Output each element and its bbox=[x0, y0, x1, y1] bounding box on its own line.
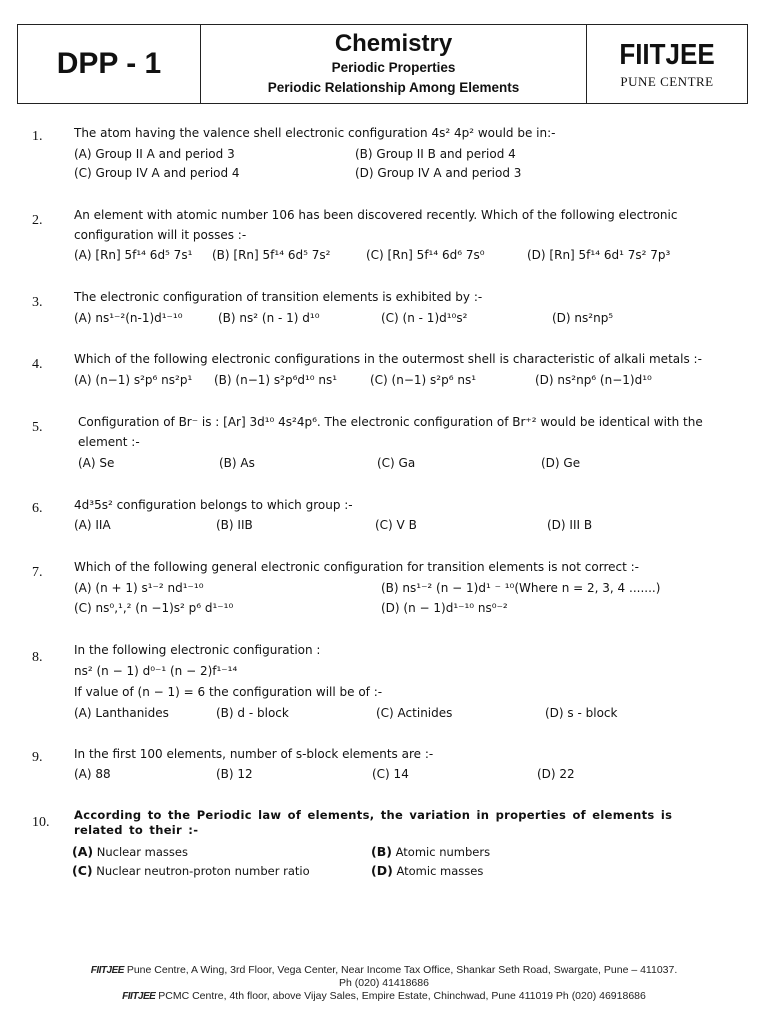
option-label: (A) bbox=[72, 844, 94, 859]
brand-block bbox=[587, 25, 747, 103]
question-configuration: ns² (n − 1) d⁰⁻¹ (n − 2)f¹⁻¹⁴ bbox=[74, 664, 238, 678]
question-stem: The atom having the valence shell electronic configuration 4s² 4p² would be in:- bbox=[74, 126, 556, 140]
question-stem: The electronic configuration of transition elements is exhibited by :- bbox=[74, 290, 483, 304]
question-number: 7. bbox=[32, 565, 43, 580]
option-b: (B) (n−1) s²p⁶d¹⁰ ns¹ bbox=[214, 373, 338, 387]
question-number: 1. bbox=[32, 129, 43, 144]
option-c: (C) Ga bbox=[377, 456, 416, 470]
footer-logo: FIITJEE bbox=[122, 991, 156, 1002]
question-stem: According to the Periodic law of elements, the variation in properties of elements is related to their :- bbox=[74, 808, 673, 837]
question-number: 4. bbox=[32, 357, 43, 372]
option-a: (A) ns¹⁻²(n-1)d¹⁻¹⁰ bbox=[74, 311, 183, 325]
question-number: 10. bbox=[32, 815, 50, 830]
option-c: (C) V B bbox=[375, 518, 417, 532]
option-a: (A) [Rn] 5f¹⁴ 6d⁵ 7s¹ bbox=[74, 248, 193, 262]
option-d: (D) ns²np⁶ (n−1)d¹⁰ bbox=[535, 373, 652, 387]
dpp-title: DPP - 1 bbox=[18, 25, 201, 103]
topic-line-2: Periodic Relationship Among Elements bbox=[267, 80, 520, 95]
option-b: (B) ns² (n - 1) d¹⁰ bbox=[218, 311, 320, 325]
option-b: (B) ns¹⁻² (n − 1)d¹ ⁻ ¹⁰(Where n = 2, 3, 4 .......) bbox=[381, 581, 661, 595]
document-header bbox=[17, 24, 748, 104]
option-b: (B) IIB bbox=[216, 518, 253, 532]
option-text: Atomic numbers bbox=[395, 845, 491, 859]
option-d: (D) [Rn] 5f¹⁴ 6d¹ 7s² 7p³ bbox=[527, 248, 671, 262]
question-number: 2. bbox=[32, 213, 43, 228]
subject-block bbox=[201, 25, 587, 103]
option-label: (D) bbox=[371, 863, 393, 878]
option-c: (C) (n−1) s²p⁶ ns¹ bbox=[370, 373, 477, 387]
question-stem: In the following electronic configuration : bbox=[74, 643, 321, 657]
option-label: (B) bbox=[371, 844, 392, 859]
option-b bbox=[371, 843, 490, 861]
option-d: (D) (n − 1)d¹⁻¹⁰ ns⁰⁻² bbox=[381, 601, 508, 615]
option-b: (B) [Rn] 5f¹⁴ 6d⁵ 7s² bbox=[212, 248, 331, 262]
question-number: 8. bbox=[32, 650, 43, 665]
option-c: (C) Actinides bbox=[376, 706, 453, 720]
option-d: (D) Group IV A and period 3 bbox=[355, 166, 522, 180]
option-b: (B) 12 bbox=[216, 767, 253, 781]
footer-logo: FIITJEE bbox=[90, 965, 124, 976]
option-a bbox=[72, 843, 188, 861]
option-text: Atomic masses bbox=[396, 864, 484, 878]
option-c: (C) [Rn] 5f¹⁴ 6d⁶ 7s⁰ bbox=[366, 248, 485, 262]
option-a: (A) IIA bbox=[74, 518, 111, 532]
option-a: (A) Group II A and period 3 bbox=[74, 147, 235, 161]
option-d bbox=[371, 862, 483, 880]
question-stem: Which of the following electronic configurations in the outermost shell is characteristic of alkali metals :- bbox=[74, 352, 702, 366]
option-a: (A) Se bbox=[78, 456, 115, 470]
option-a: (A) 88 bbox=[74, 767, 111, 781]
option-c: (C) ns⁰,¹,² (n −1)s² p⁶ d¹⁻¹⁰ bbox=[74, 601, 234, 615]
option-c: (C) Group IV A and period 4 bbox=[74, 166, 240, 180]
question-number: 9. bbox=[32, 750, 43, 765]
footer-line-1: Pune Centre, A Wing, 3rd Floor, Vega Center, Near Income Tax Office, Shankar Seth Road, Swargate, Pune – 411037. bbox=[126, 964, 678, 976]
option-b: (B) d - block bbox=[216, 706, 289, 720]
question-stem: An element with atomic number 106 has been discovered recently. Which of the following electronic configuration will it posses :- bbox=[74, 208, 678, 242]
option-text: Nuclear neutron-proton number ratio bbox=[96, 864, 310, 878]
fiitjee-logo: FIITJEE bbox=[619, 36, 715, 70]
option-d: (D) III B bbox=[547, 518, 593, 532]
footer-line-3: PCMC Centre, 4th floor, above Vijay Sales, Empire Estate, Chinchwad, Pune 411019 Ph (020) 46918686 bbox=[158, 990, 646, 1002]
option-c bbox=[72, 862, 310, 880]
question-stem: Which of the following general electronic configuration for transition elements is not correct :- bbox=[74, 560, 639, 574]
option-c: (C) (n - 1)d¹⁰s² bbox=[381, 311, 468, 325]
option-a: (A) Lanthanides bbox=[74, 706, 169, 720]
option-text: Nuclear masses bbox=[96, 845, 188, 859]
centre-name: PUNE CENTRE bbox=[620, 73, 714, 89]
option-c: (C) 14 bbox=[372, 767, 409, 781]
option-label: (C) bbox=[72, 863, 93, 878]
option-b: (B) As bbox=[219, 456, 255, 470]
option-a: (A) (n−1) s²p⁶ ns²p¹ bbox=[74, 373, 193, 387]
option-d: (D) ns²np⁵ bbox=[552, 311, 614, 325]
question-stem: In the first 100 elements, number of s-block elements are :- bbox=[74, 747, 434, 761]
question-number: 3. bbox=[32, 295, 43, 310]
question-condition: If value of (n − 1) = 6 the configuration will be of :- bbox=[74, 685, 383, 699]
option-b: (B) Group II B and period 4 bbox=[355, 147, 516, 161]
option-d: (D) 22 bbox=[537, 767, 575, 781]
option-a: (A) (n + 1) s¹⁻² nd¹⁻¹⁰ bbox=[74, 581, 204, 595]
question-number: 6. bbox=[32, 501, 43, 516]
question-number: 5. bbox=[32, 420, 43, 435]
question-stem: 4d³5s² configuration belongs to which group :- bbox=[74, 498, 353, 512]
subject-title: Chemistry bbox=[334, 30, 453, 57]
topic-line-1: Periodic Properties bbox=[331, 60, 456, 75]
question-stem: Configuration of Br⁻ is : [Ar] 3d¹⁰ 4s²4p⁶. The electronic configuration of Br⁺² would be identical with the element :- bbox=[78, 415, 703, 449]
footer-phone-1: Ph (020) 41418686 bbox=[339, 977, 429, 989]
option-d: (D) s - block bbox=[545, 706, 618, 720]
footer-address-1 bbox=[0, 964, 768, 976]
footer-address-2 bbox=[0, 990, 768, 1002]
option-d: (D) Ge bbox=[541, 456, 581, 470]
